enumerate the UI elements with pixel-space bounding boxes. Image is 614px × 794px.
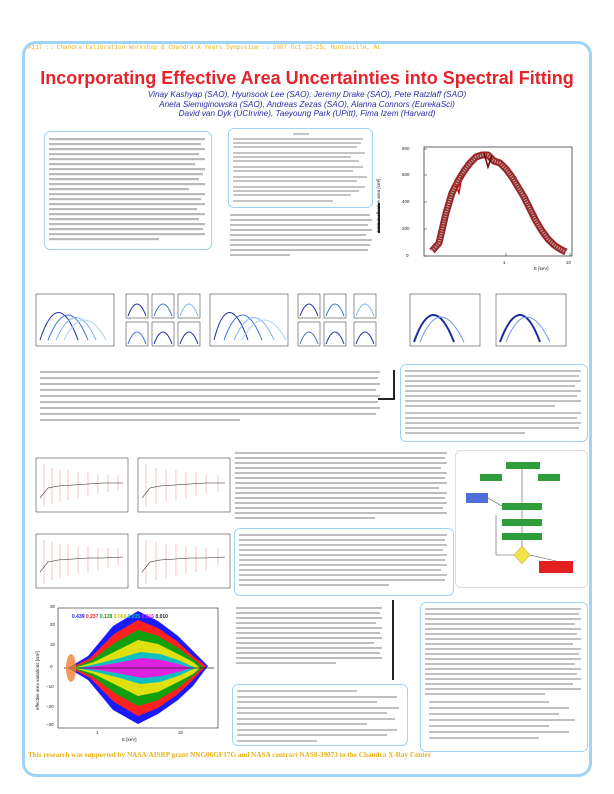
var-xtick-1: 1 bbox=[96, 730, 99, 735]
chart-legend bbox=[72, 614, 168, 620]
ytick-800: 800 bbox=[402, 146, 410, 151]
legend-value-2: 0.237 bbox=[85, 614, 99, 620]
var-ytick-m10: −10 bbox=[46, 684, 54, 689]
legend-value-1: 0.439 bbox=[72, 614, 85, 620]
legend-value-4: 0.068 bbox=[113, 614, 127, 620]
references-box bbox=[420, 602, 588, 752]
simulation-caption-lines bbox=[40, 370, 390, 426]
var-ytick-30: 30 bbox=[50, 604, 56, 609]
conference-header: #117 :: Chandra Calibration Workshop & Chandra X Years Symposium :: 2007 Oct 22-25, Huntsville, AL bbox=[28, 44, 381, 51]
poster-title: Incorporating Effective Area Uncertainties into Spectral Fitting bbox=[40, 68, 574, 88]
results-text-lines bbox=[405, 369, 585, 441]
legend-value-7: 0.010 bbox=[155, 614, 168, 620]
arrow-middle-horizontal bbox=[378, 398, 394, 400]
legend-value-5: 0.035 bbox=[127, 614, 141, 620]
var-ytick-20: 20 bbox=[50, 622, 56, 627]
method-text-lines bbox=[233, 132, 371, 206]
var-y-axis-label: effective area variations [cm²] bbox=[35, 651, 40, 710]
xtick-10: 10 bbox=[566, 260, 572, 265]
discussion-text-lines bbox=[239, 533, 451, 595]
var-xtick-10: 10 bbox=[178, 730, 184, 735]
authors-line-3: David van Dyk (UCIrvine), Taeyoung Park (UPitt), Fima Izem (Harvard) bbox=[178, 109, 436, 119]
var-ytick-m20: −20 bbox=[46, 704, 54, 709]
conclusions-box bbox=[232, 684, 408, 746]
method-caption-lines bbox=[230, 213, 376, 263]
ytick-200: 200 bbox=[402, 226, 410, 231]
var-ytick-m30: −30 bbox=[46, 722, 54, 727]
algorithm-flowchart bbox=[455, 450, 588, 588]
ytick-0: 0 bbox=[406, 253, 409, 258]
ytick-600: 600 bbox=[402, 172, 410, 177]
var-ytick-10: 10 bbox=[50, 642, 56, 647]
mcmc-text bbox=[232, 448, 452, 524]
ytick-400: 400 bbox=[402, 199, 410, 204]
effective-area-chart bbox=[384, 133, 584, 273]
var-ytick-0: 0 bbox=[50, 664, 53, 669]
x-axis-label: E [keV] bbox=[534, 266, 549, 271]
simulation-panels bbox=[28, 290, 588, 360]
discussion-box bbox=[234, 528, 454, 596]
acknowledgement-footer: This research was supported by NASA/AISRP grant NNG06GF17G and NASA contract NAS8-39073 to the Chandra X-Ray Center bbox=[28, 751, 432, 759]
results-box bbox=[400, 364, 588, 442]
flowchart-diagram bbox=[456, 451, 586, 586]
mcmc-text-lines bbox=[235, 451, 450, 523]
var-x-axis-label: E [keV] bbox=[122, 737, 137, 742]
arrow-middle bbox=[393, 370, 395, 400]
errorbar-panels bbox=[28, 448, 228, 588]
legend-value-6: 0.016 bbox=[141, 614, 155, 620]
authors-line-2: Aneta Siemiginowska (SAO), Andreas Zezas (SAO), Alanna Connors (EurekaSci) bbox=[159, 99, 455, 109]
method-box bbox=[228, 128, 373, 208]
author-list bbox=[0, 90, 614, 119]
xtick-1: 1 bbox=[503, 260, 506, 265]
summary-text-lines bbox=[236, 606, 386, 676]
conclusions-text-lines bbox=[237, 689, 405, 745]
arrow-lower bbox=[392, 600, 394, 680]
references-text-lines bbox=[425, 607, 585, 749]
abstract-box bbox=[44, 131, 212, 250]
y-axis-label: ACIS-S effective area [cm²] bbox=[376, 178, 381, 233]
abstract-text-lines bbox=[49, 136, 209, 248]
legend-value-3: 0.128 bbox=[99, 614, 113, 620]
authors-line-1: Vinay Kashyap (SAO), Hyunsook Lee (SAO), Jeremy Drake (SAO), Pete Ratzlaff (SAO) bbox=[147, 90, 467, 99]
